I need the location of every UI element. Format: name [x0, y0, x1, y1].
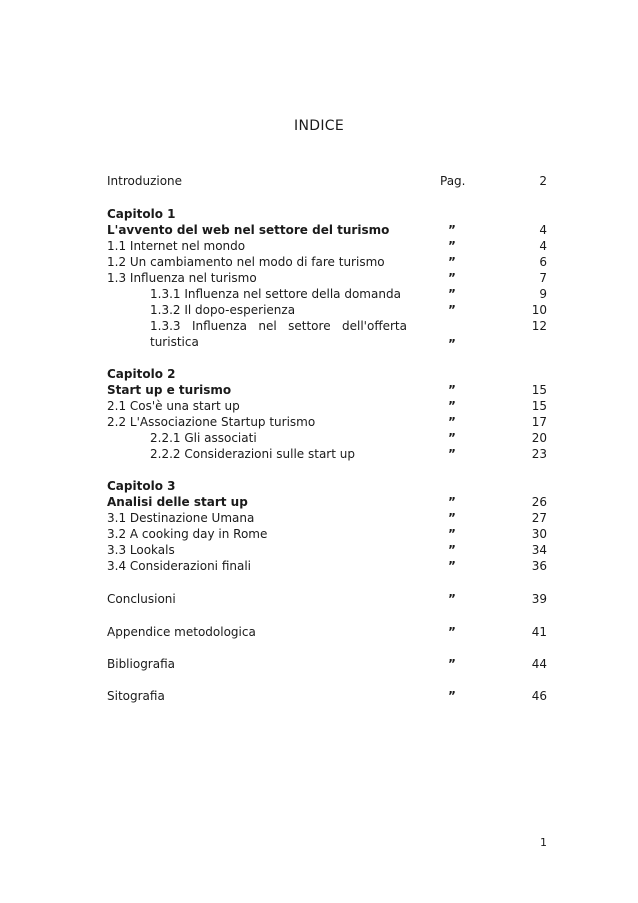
ditto-mark: ” — [448, 527, 456, 541]
index-title: INDICE — [294, 118, 344, 134]
chapter-2-title: Start up e turismo ” 15 — [107, 383, 547, 397]
ditto-mark: ” — [448, 223, 456, 237]
ditto-mark: ” — [448, 239, 456, 253]
toc-entry: 3.1 Destinazione Umana ” 27 — [107, 511, 547, 525]
toc-entry-appendix: Appendice metodologica ” 41 — [107, 625, 547, 639]
ditto-mark: ” — [448, 592, 456, 606]
toc-entry-label: L'avvento del web nel settore del turismo — [107, 223, 390, 237]
chapter-2-heading: Capitolo 2 — [107, 367, 176, 381]
toc-subentry: 1.3.3 Influenza nel settore dell'offerta 12 — [150, 319, 547, 333]
ditto-mark: ” — [448, 303, 456, 317]
ditto-mark: ” — [448, 689, 456, 703]
toc-entry-conclusions: Conclusioni ” 39 — [107, 592, 547, 606]
pag-label: Pag. — [440, 174, 466, 188]
chapter-3-title: Analisi delle start up ” 26 — [107, 495, 547, 509]
chapter-1-title — [0, 222, 638, 238]
ditto-mark: ” — [448, 511, 456, 525]
ditto-mark: ” — [448, 431, 456, 445]
toc-subentry: 2.2.2 Considerazioni sulle start up ” 23 — [150, 447, 547, 461]
toc-entry: 3.3 Lookals ” 34 — [107, 543, 547, 557]
ditto-mark: ” — [448, 657, 456, 671]
toc-entry-bibliography: Bibliografia ” 44 — [107, 657, 547, 671]
ditto-mark: ” — [448, 415, 456, 429]
chapter-1-heading: Capitolo 1 — [107, 207, 176, 221]
toc-subentry: 1.3.2 Il dopo-esperienza ” 10 — [150, 303, 547, 317]
toc-entry: 1.2 Un cambiamento nel modo di fare turismo ” 6 — [107, 255, 547, 269]
toc-entry-sitography: Sitografia ” 46 — [107, 689, 547, 703]
toc-entry: 2.1 Cos'è una start up ” 15 — [107, 399, 547, 413]
ditto-mark: ” — [448, 399, 456, 413]
toc-entry: 3.4 Considerazioni finali ” 36 — [107, 559, 547, 573]
toc-subentry-continuation: turistica ” — [150, 335, 456, 351]
ditto-mark: ” — [448, 495, 456, 509]
ditto-mark: ” — [448, 447, 456, 461]
ditto-mark: ” — [448, 337, 456, 351]
ditto-mark: ” — [448, 255, 456, 269]
toc-entry: 3.2 A cooking day in Rome ” 30 — [107, 527, 547, 541]
toc-entry-label: Introduzione — [107, 174, 183, 188]
toc-subentry: 1.3.1 Influenza nel settore della domanda ” 9 — [150, 287, 547, 301]
ditto-mark: ” — [448, 287, 456, 301]
toc-entry: 1.3 Influenza nel turismo ” 7 — [107, 271, 547, 285]
ditto-mark: ” — [448, 383, 456, 397]
toc-entry: 1.1 Internet nel mondo ” 4 — [107, 239, 547, 253]
chapter-3-heading: Capitolo 3 — [107, 479, 176, 493]
ditto-mark: ” — [448, 625, 456, 639]
ditto-mark: ” — [448, 271, 456, 285]
ditto-mark: ” — [448, 559, 456, 573]
toc-subentry: 2.2.1 Gli associati ” 20 — [150, 431, 547, 445]
toc-entry: 2.2 L'Associazione Startup turismo ” 17 — [107, 415, 547, 429]
page-number: 1 — [540, 836, 547, 849]
toc-entry-page: 2 — [539, 174, 547, 188]
toc-entry-page: 4 — [539, 223, 547, 237]
ditto-mark: ” — [448, 543, 456, 557]
toc-entry-introduction — [0, 173, 638, 189]
